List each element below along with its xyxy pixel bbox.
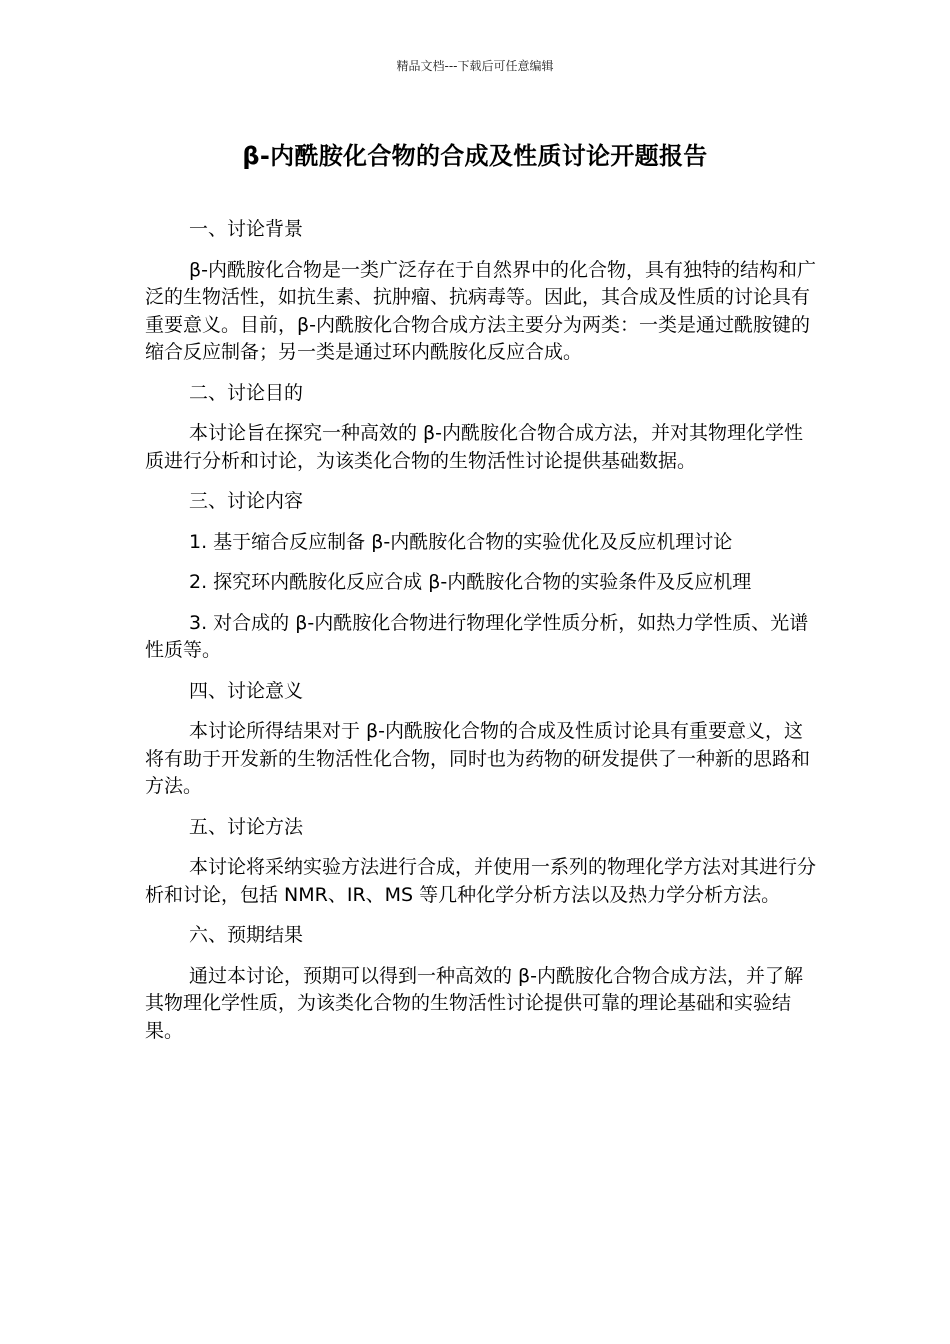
section-heading-content: 三、讨论内容 xyxy=(189,490,304,512)
section-heading-purpose: 二、讨论目的 xyxy=(189,381,304,404)
paragraph-significance: 本讨论所得结果对于 β-内酰胺化合物的合成及性质讨论具有重要意义，这将有助于开发新的生物活性化合物，同时也为药物的研发提供了一种新的思路和方法。 xyxy=(145,720,811,797)
section-heading-background: 一、讨论背景 xyxy=(189,218,304,240)
content-item-2: 2. 探究环内酰胺化反应合成 β-内酰胺化合物的实验条件及反应机理 xyxy=(189,571,752,593)
content-item-1: 1. 基于缩合反应制备 β-内酰胺化合物的实验优化及反应机理讨论 xyxy=(189,530,733,553)
section-heading-method: 五、讨论方法 xyxy=(189,815,304,838)
section-heading-significance: 四、讨论意义 xyxy=(189,679,304,702)
paragraph-purpose: 本讨论旨在探究一种高效的 β-内酰胺化合物合成方法，并对其物理化学性质进行分析和讨论，为该类化合物的生物活性讨论提供基础数据。 xyxy=(145,422,804,472)
document-body xyxy=(145,216,817,1058)
paragraph-method: 本讨论将采纳实验方法进行合成，并使用一系列的物理化学方法对其进行分析和讨论，包括 NMR、IR、MS 等几种化学分析方法以及热力学分析方法。 xyxy=(145,856,817,906)
document-title: β-内酰胺化合物的合成及性质讨论开题报告 xyxy=(242,142,708,170)
header-note: 精品文档---下载后可任意编辑 xyxy=(396,59,554,73)
paragraph-background: β-内酰胺化合物是一类广泛存在于自然界中的化合物，具有独特的结构和广泛的生物活性，如抗生素、抗肿瘤、抗病毒等。因此，其合成及性质的讨论具有重要意义。目前，β-内酰胺化合物合成方法主要分为两类：一类是通过酰胺键的缩合反应制备；另一类是通过环内酰胺化反应合成。 xyxy=(145,258,816,363)
section-heading-expected-results: 六、预期结果 xyxy=(189,924,304,946)
paragraph-expected-results: 通过本讨论，预期可以得到一种高效的 β-内酰胺化合物合成方法，并了解其物理化学性质，为该类化合物的生物活性讨论提供可靠的理论基础和实验结果。 xyxy=(145,964,804,1042)
content-item-3: 3. 对合成的 β-内酰胺化合物进行物理化学性质分析，如热力学性质、光谱性质等。 xyxy=(145,611,809,661)
